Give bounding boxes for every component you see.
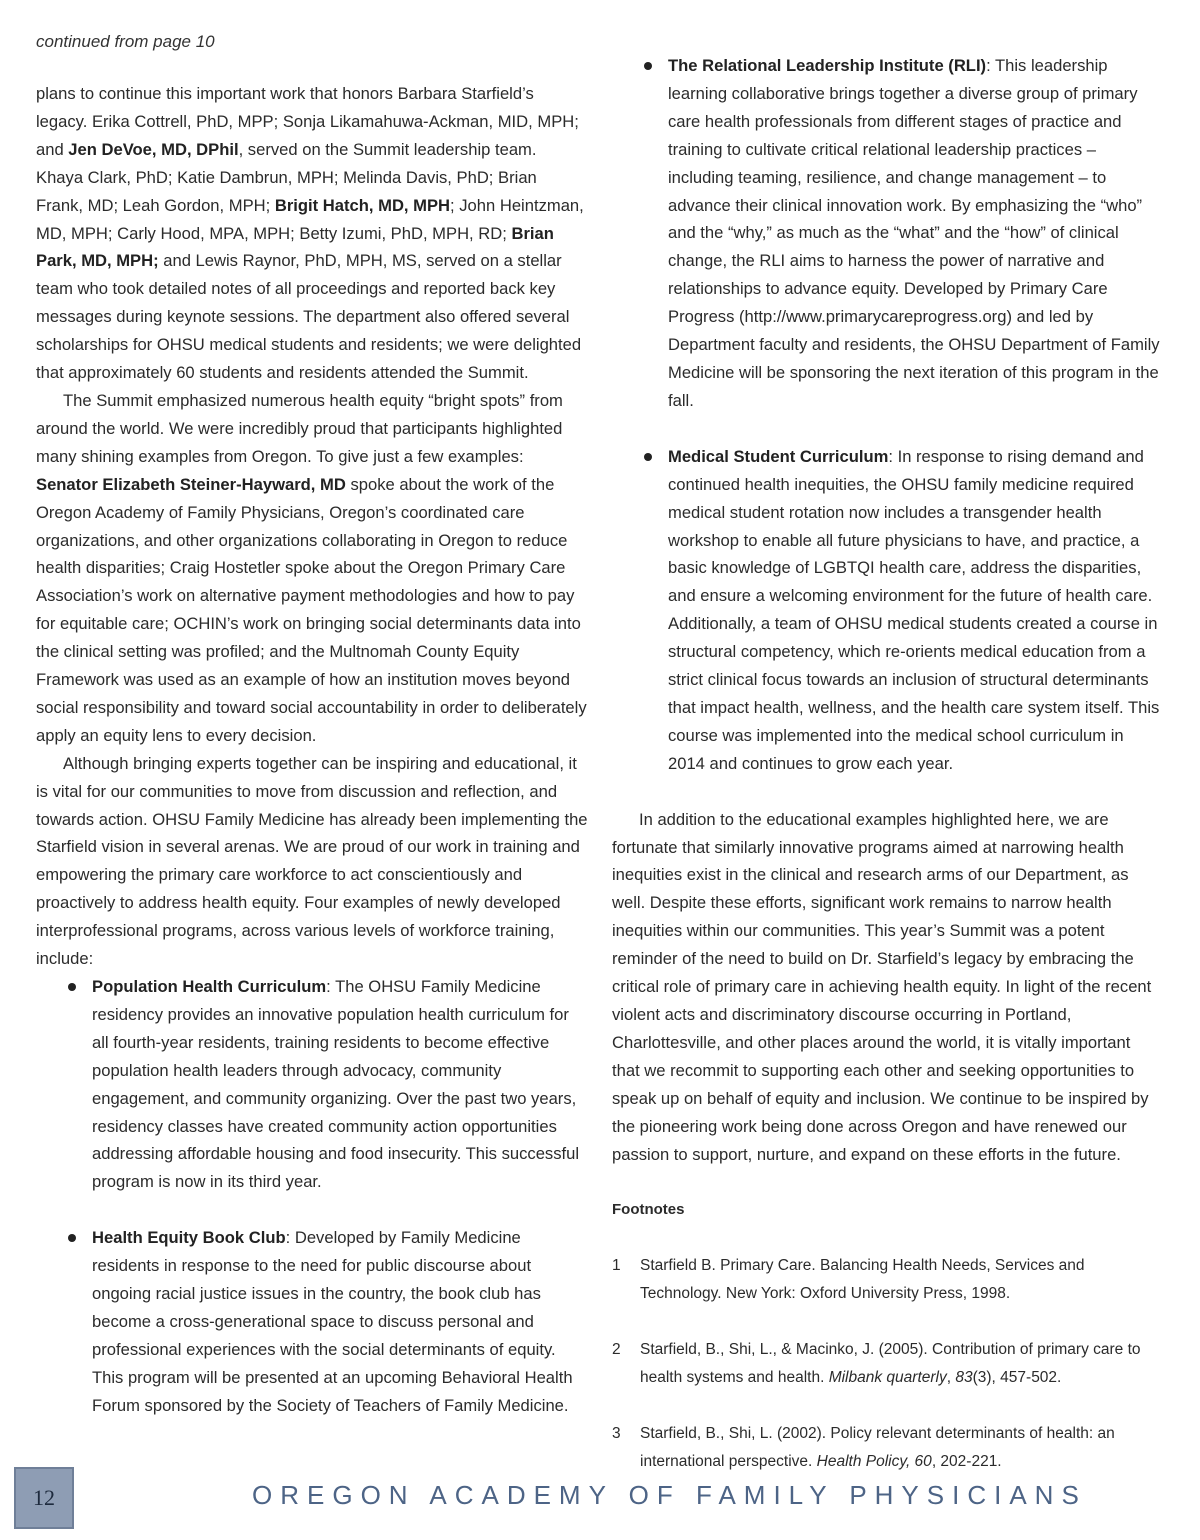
italic-citation: Milbank quarterly [828, 1369, 947, 1387]
footnote-text [640, 1336, 1160, 1392]
paragraph-conclusion: In addition to the educational examples highlighted here, we are fortunate that similarly innovative programs aimed at narrowing health inequities exist in the clinical and research arms of our Department, as well. Despite these efforts, significant work remains to narrow health inequities within our communities. This year’s Summit was a potent reminder of the need to build on Dr. Starfield’s legacy by embracing the critical role of primary care in achieving health equity. In light of the recent violent acts and discriminatory discourse occurring in Portland, Charlottesville, and other places around the world, it is vitally important that we recommit to supporting each other and seeking opportunities to speak up on behalf of equity and inclusion. We continue to be inspired by the pioneering work being done across Oregon and have renewed our passion to support, nurture, and expand on these efforts in the future. [612, 809, 1152, 1164]
program-list-right [612, 52, 1160, 778]
footnote-text [640, 1252, 1160, 1308]
italic-citation: 83 [955, 1369, 973, 1387]
page-number-box [14, 1467, 74, 1529]
bullet-text: : The OHSU Family Medicine residency provides an innovative population health curriculum for all fourth-year residents, training residents to become effective population health leaders through advocacy, community engagement, and community organizing. Over the past two years, residency classes have created community action opportunities addressing affordable housing and food insecurity. This successful program is now in its third year. [92, 977, 580, 1192]
list-item [36, 973, 588, 1196]
footnote-text [640, 1420, 1160, 1476]
bold-name: Brigit Hatch, MD, MPH [274, 195, 451, 215]
list-item [612, 52, 1160, 415]
right-column [612, 52, 1160, 1504]
text-run: (3), 457-502. [972, 1369, 1062, 1387]
paragraph-bright-spots [36, 387, 588, 750]
bullet-text: : Developed by Family Medicine residents in response to the need for public discourse about ongoing racial justice issues in the country, the book club has become a cross-generational space to discuss personal and professional experiences with the social determinants of equity. This program will be presented at an upcoming Behavioral Health Forum sponsored by the Society of Teachers of Family Medicine. [92, 1228, 573, 1415]
bold-name: Brian Park, MD, MPH; [36, 223, 554, 271]
bold-name: Senator Elizabeth Steiner-Hayward, MD [36, 474, 346, 494]
list-item [36, 1224, 588, 1419]
text-run: plans to continue this important work that honors Barbara Starfield’s legacy. Erika Cottrell, PhD, MPP; Sonja Likamahuwa-Ackman, MID, MPH; and [36, 84, 579, 159]
bullet-title: Medical Student Curriculum [668, 446, 889, 466]
text-run: , [946, 1369, 956, 1387]
program-list-left [36, 973, 588, 1420]
text-run: The Summit emphasized numerous health equity “bright spots” from around the world. We were incredibly proud that participants highlighted many shining examples from Oregon. To give just a few examples: [36, 390, 563, 466]
text-run: and Lewis Raynor, PhD, MPH, MS, served on a stellar team who took detailed notes of all proceedings and reported back key messages during keynote sessions. The department also offered several scholarships for OHSU medical students and residents; we were delighted that approximately 60 students and residents attended the Summit. [36, 251, 582, 383]
bullet-text: : In response to rising demand and continued health inequities, the OHSU family medicine required medical student rotation now includes a transgender health workshop to enable all future physicians to have, and practice, a basic knowledge of LGBTQI health care, address the disparities, and ensure a welcoming environment for the future of health care. Additionally, a team of OHSU medical students created a course in structural competency, which re-orients medical education from a strict clinical focus towards an inclusion of structural determinants that impact health, wellness, and the health care system itself. This course was implemented into the medical school curriculum in 2014 and continues to grow each year. [668, 446, 1160, 773]
bullet-title: The Relational Leadership Institute (RLI) [668, 56, 987, 75]
bold-name: Jen DeVoe, MD, DPhil [68, 139, 239, 159]
paragraph-summit-team [36, 80, 588, 387]
text-run: , served on the Summit leadership team. Khaya Clark, PhD; Katie Dambrun, MPH; Melinda Davis, PhD; Brian Frank, MD; Leah Gordon, MPH; [36, 139, 537, 215]
bullet-title: Population Health Curriculum [92, 977, 327, 996]
footnote-number: 1 [612, 1257, 621, 1275]
paragraph-action: Although bringing experts together can be inspiring and educational, it is vital for our communities to move from discussion and reflection, and towards action. OHSU Family Medicine has already been implementing the Starfield vision in several arenas. We are proud of our work in training and empowering the primary care workforce to act conscientiously and proactively to address health equity. Four examples of newly developed interprofessional programs, across various levels of workforce training, include: [36, 753, 588, 969]
left-column [36, 80, 588, 1420]
page-number: 12 [33, 1485, 55, 1510]
footnote [612, 1420, 1160, 1476]
text-run: ; John Heintzman, MD, MPH; Carly Hood, MPA, MPH; Betty Izumi, PhD, MPH, RD; [36, 195, 584, 243]
text-run: Starfield B. Primary Care. Balancing Health Needs, Services and Technology. New York: Oxford University Press, 1998. [640, 1257, 1085, 1303]
text-run: Starfield, B., Shi, L. (2002). Policy relevant determinants of health: an international perspective. [640, 1424, 1115, 1470]
bullet-title: Health Equity Book Club [92, 1228, 286, 1248]
text-run: spoke about the work of the Oregon Academy of Family Physicians, Oregon’s coordinated care organizations, and other organizations collaborating in Oregon to reduce health disparities; Craig Hostetler spoke about the Oregon Primary Care Association’s work on alternative payment methodologies and how to pay for equitable care; OCHIN’s work on bringing social determinants data into the clinical setting was profiled; and the Multnomah County Equity Framework was used as an example of how an institution moves beyond social responsibility and toward social accountability in order to deliberately apply an equity lens to every decision. [36, 474, 587, 745]
footnote-number: 2 [612, 1341, 621, 1359]
footer-title: OREGON ACADEMY OF FAMILY PHYSICIANS [252, 1480, 1087, 1510]
footnote [612, 1252, 1160, 1308]
continued-note: continued from page 10 [36, 32, 215, 51]
italic-citation: Health Policy, 60 [816, 1452, 932, 1470]
footnotes-heading: Footnotes [612, 1201, 685, 1219]
bullet-text: : This leadership learning collaborative brings together a diverse group of primary care health professionals from different stages of practice and training to cultivate critical relational leadership practices – including teaming, resilience, and change management – to advance their clinical innovation work. By emphasizing the “who” and the “why,” as much as the “what” and the “how” of clinical change, the RLI aims to harness the power of narrative and relationships to advance equity. Developed by Primary Care Progress (http://www.primarycareprogress.org) and led by Department faculty and residents, the OHSU Department of Family Medicine will be sponsoring the next iteration of this program in the fall. [668, 56, 1160, 410]
footnote-number: 3 [612, 1424, 621, 1442]
list-item [612, 443, 1160, 778]
text-run: , 202-221. [931, 1452, 1002, 1470]
text-run: Starfield, B., Shi, L., & Macinko, J. (2005). Contribution of primary care to health systems and health. [640, 1341, 1141, 1387]
footnote [612, 1336, 1160, 1392]
